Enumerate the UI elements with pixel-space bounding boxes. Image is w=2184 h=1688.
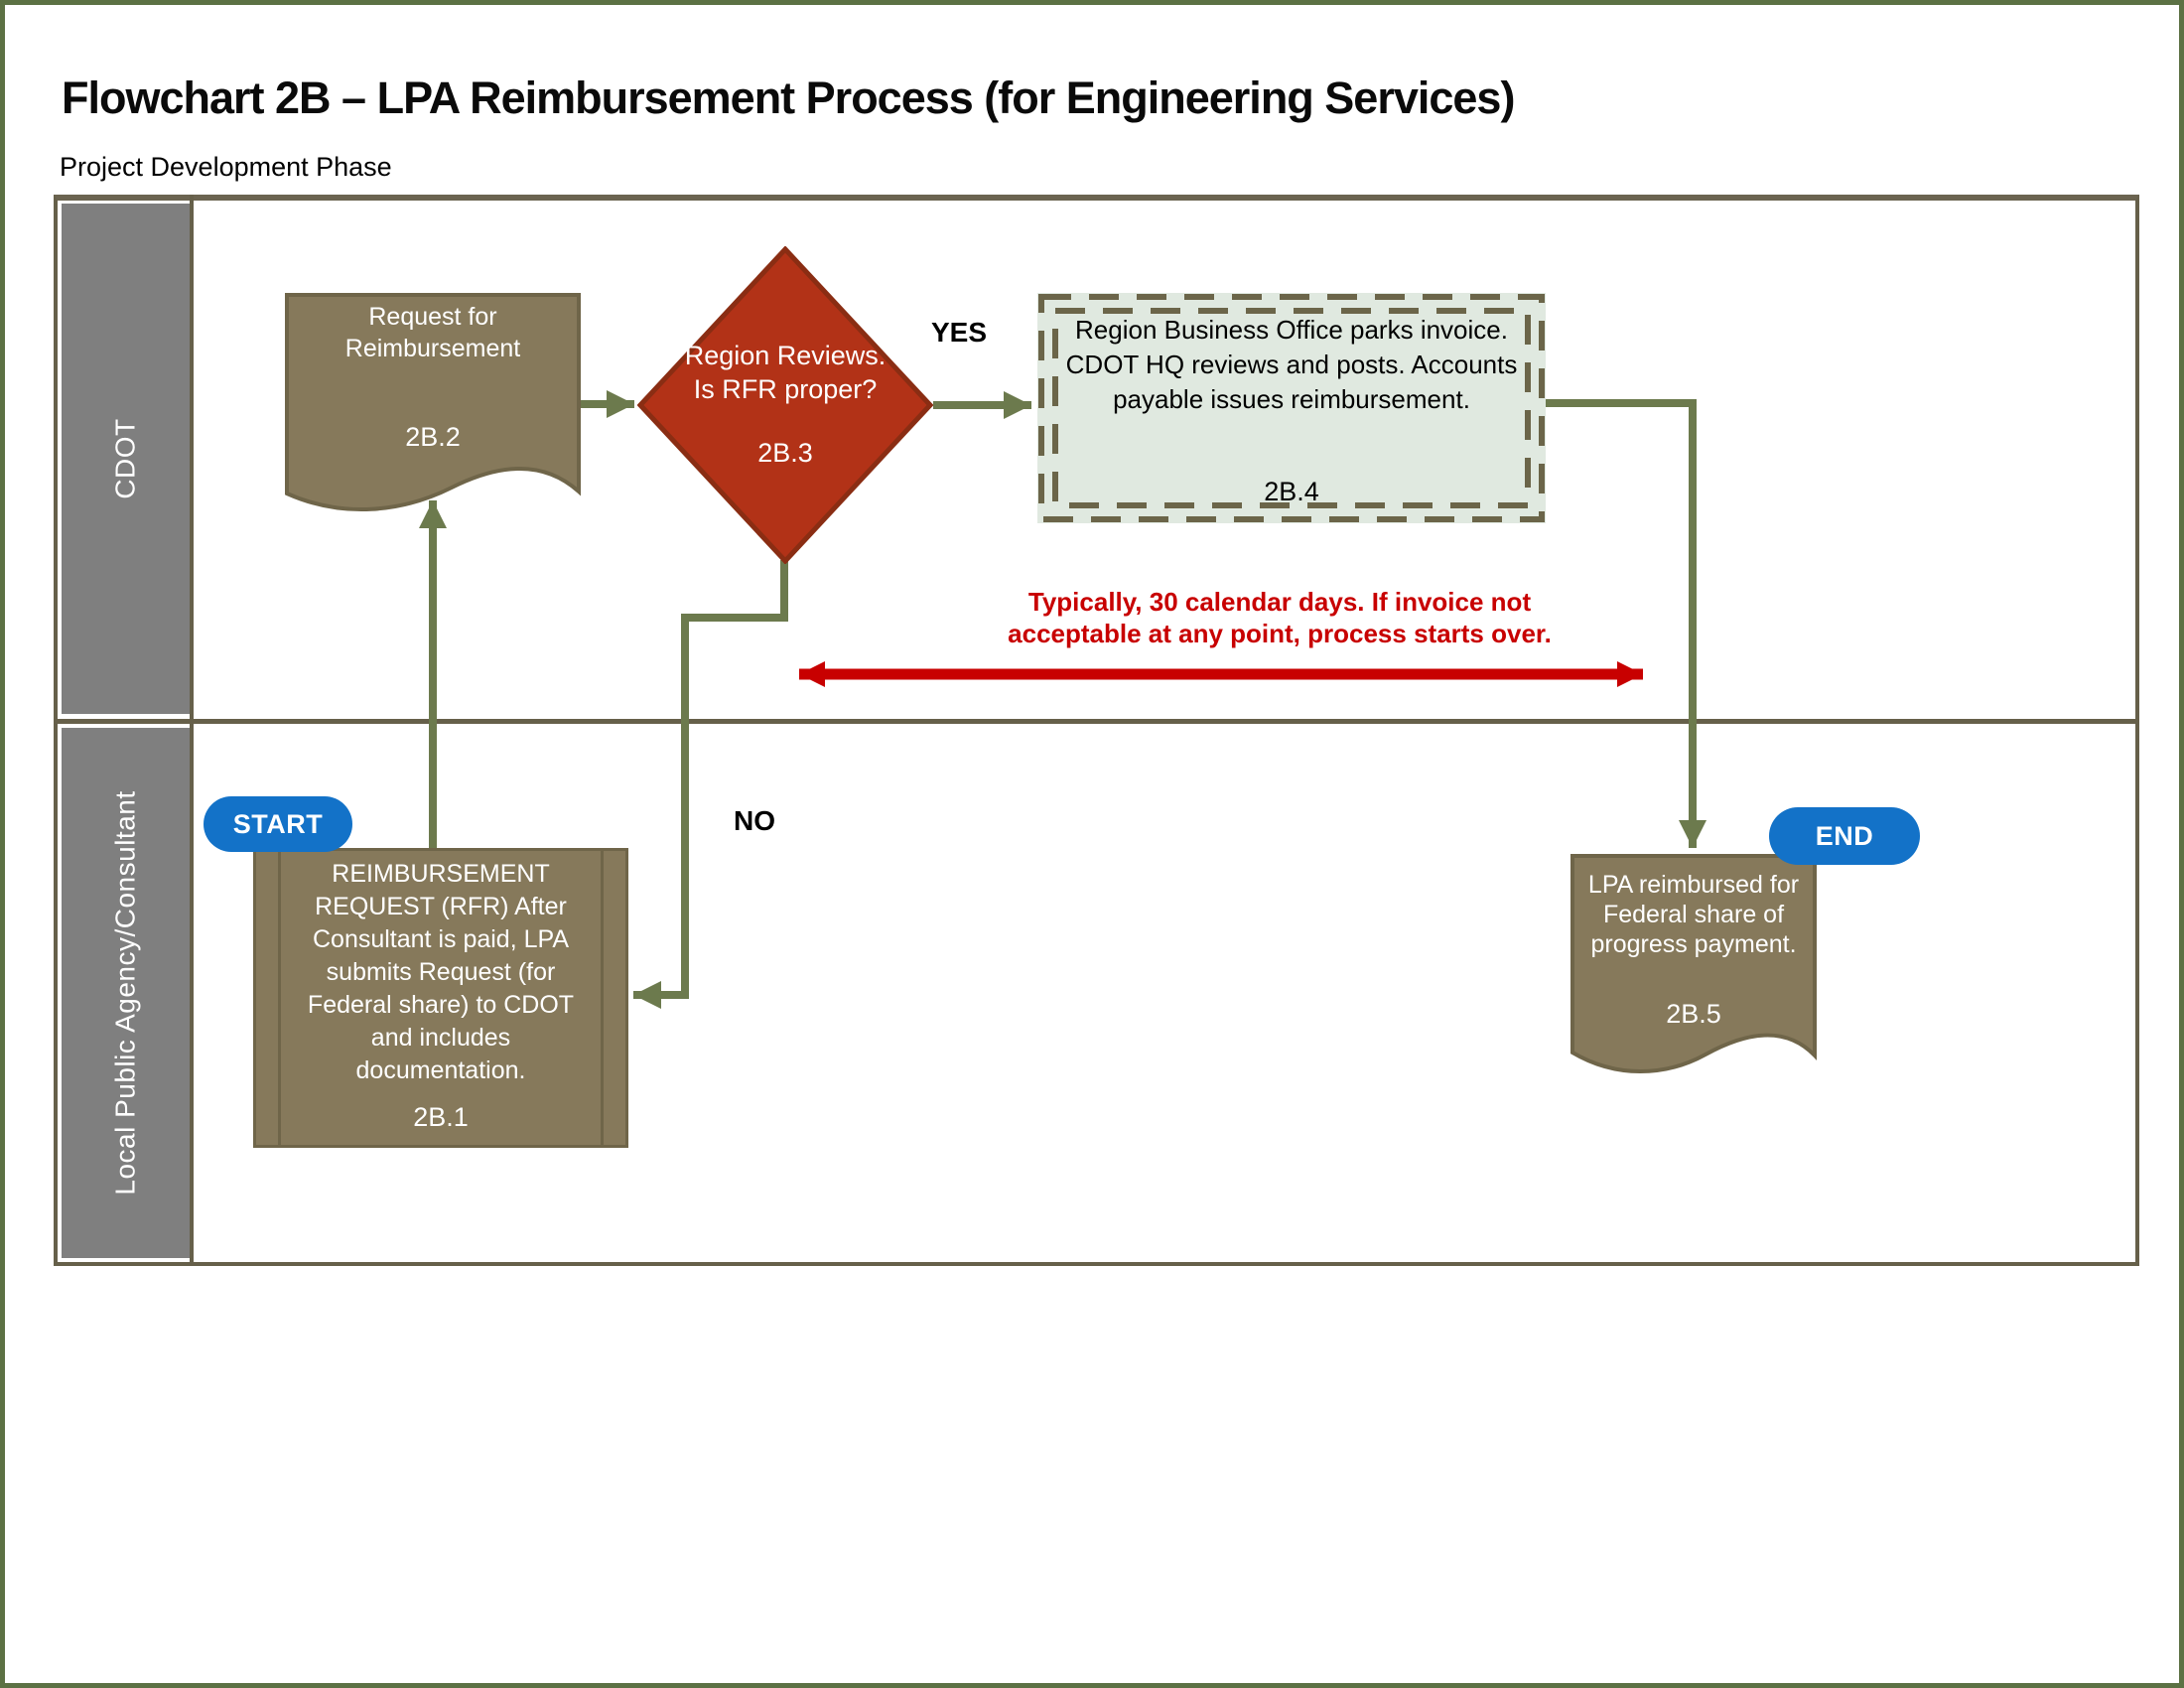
document-node-2b5: [1570, 854, 1817, 1078]
node-text: REIMBURSEMENT REQUEST (RFR) After Consultant is paid, LPA submits Request (for Federal share) to CDOT and includes documentation.: [307, 860, 575, 1084]
lane-label-cdot: CDOT: [109, 418, 141, 499]
end-terminator: END: [1769, 807, 1920, 865]
process-node-2b1: [253, 848, 628, 1148]
start-terminator: START: [204, 796, 352, 852]
decision-node-2b3: [637, 246, 933, 564]
node-id: 2B.4: [1264, 477, 1319, 506]
duration-annotation: Typically, 30 calendar days. If invoice not acceptable at any point, process starts over.: [1008, 587, 1552, 648]
node-id: 2B.3: [757, 438, 813, 468]
node-text: Request for Reimbursement: [344, 303, 521, 362]
lane-label-lpa: Local Public Agency/Consultant: [109, 790, 141, 1196]
node-id: 2B.1: [413, 1102, 469, 1132]
yes-label: YES: [930, 317, 988, 348]
lane-header-lpa: [62, 728, 190, 1258]
page-title: Flowchart 2B – LPA Reimbursement Process (for Engineering Services): [62, 72, 1515, 123]
phase-label: Project Development Phase: [60, 152, 392, 182]
node-id: 2B.5: [1666, 999, 1721, 1029]
lane-header-column-divider: [190, 195, 194, 1266]
side-bar-right: [601, 851, 604, 1145]
node-text: [666, 339, 904, 406]
node-text: Region Business Office parks invoice. CDOT HQ reviews and posts. Accounts payable issues reimbursement.: [1065, 315, 1518, 414]
document-node-2b2: [285, 293, 581, 521]
no-label: NO: [734, 805, 775, 836]
decision-line-2: Is RFR proper?: [693, 374, 878, 404]
node-text: LPA reimbursed for Federal share of progress payment.: [1587, 871, 1800, 958]
decision-line-1: Region Reviews.: [684, 341, 887, 370]
node-id: 2B.2: [405, 422, 461, 452]
side-bar-left: [278, 851, 281, 1145]
lane-divider: [54, 719, 2139, 724]
lane-header-cdot: [62, 204, 190, 714]
process-node-2b4: [1037, 293, 1546, 523]
